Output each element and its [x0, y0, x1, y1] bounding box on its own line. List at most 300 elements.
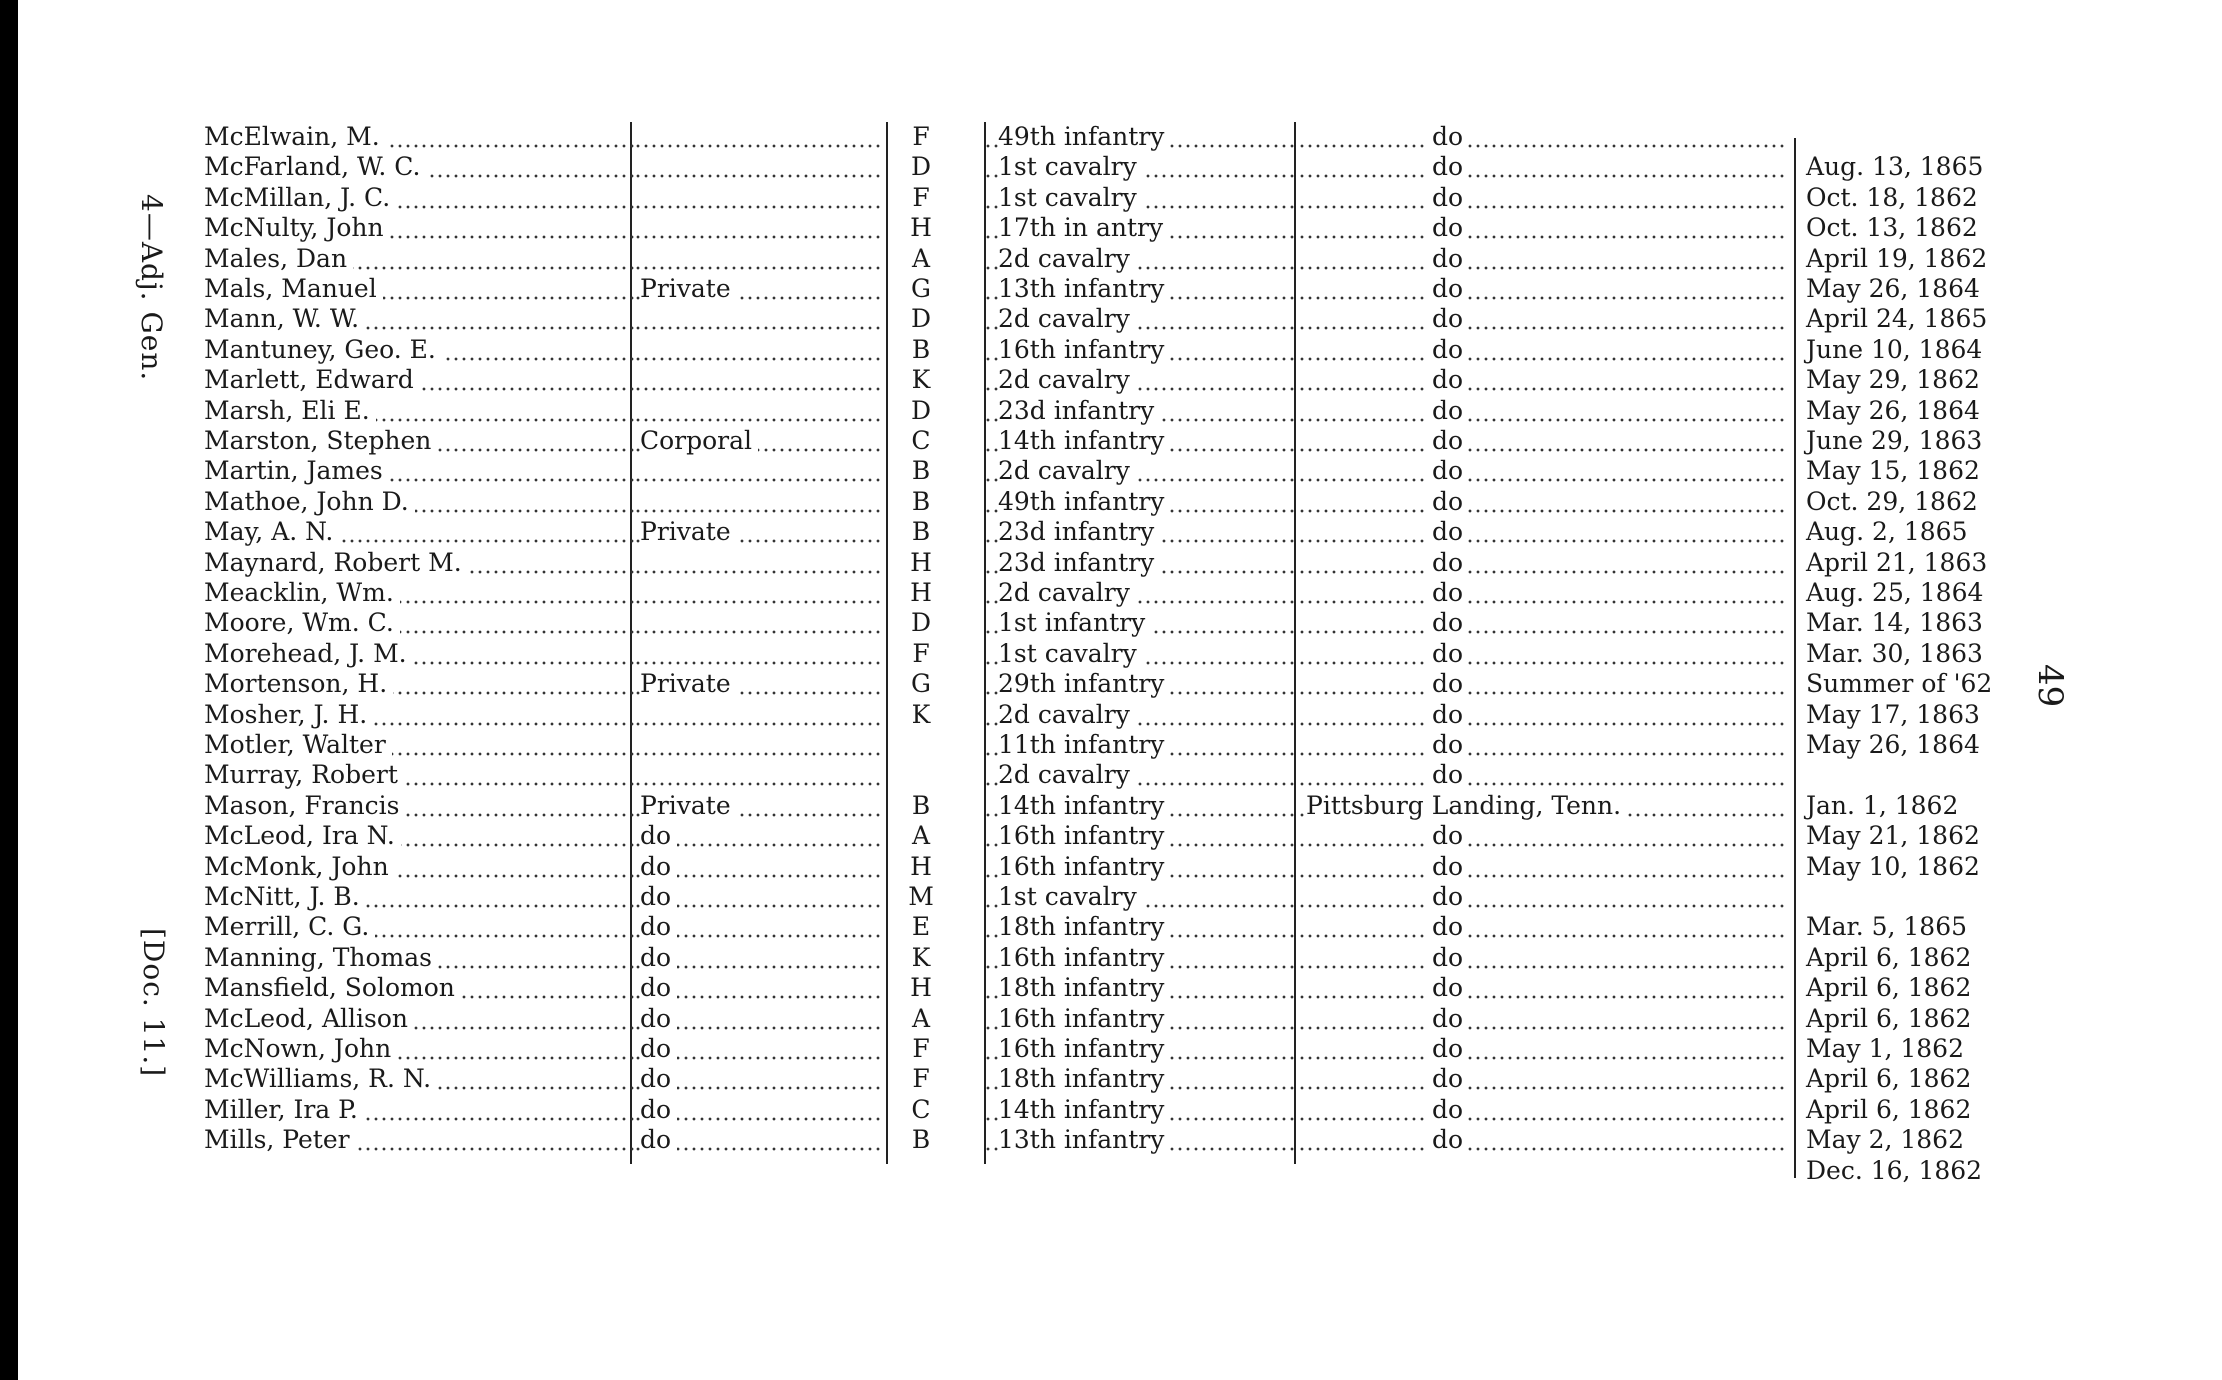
place-cell	[1298, 426, 1788, 456]
place-cell	[1298, 274, 1788, 304]
rank-cell	[634, 1156, 884, 1186]
soldier-name-cell	[204, 274, 634, 304]
company-cell-text: G	[911, 669, 937, 699]
soldier-name-cell	[204, 791, 634, 821]
soldier-name-cell	[204, 548, 634, 578]
company-cell-text: B	[912, 791, 936, 821]
place-cell-text: do	[1428, 244, 1467, 274]
date-cell	[1796, 578, 1996, 608]
regiment-cell-text: 1st cavalry	[998, 882, 1143, 912]
regiment-cell-text: 1st cavalry	[998, 639, 1143, 669]
rank-cell	[634, 548, 884, 578]
table-row	[18, 852, 2222, 882]
date-cell	[1796, 335, 1996, 365]
soldier-name-cell	[204, 426, 634, 456]
soldier-name-cell	[204, 152, 634, 182]
company-cell-text: D	[911, 304, 937, 334]
place-cell	[1298, 152, 1788, 182]
soldier-name-cell-text: Manning, Thomas	[204, 943, 438, 973]
soldier-name-cell-text: McLeod, Ira N.	[204, 821, 401, 851]
company-cell-text: C	[911, 1095, 936, 1125]
company-cell-text: D	[911, 608, 937, 638]
rank-cell	[634, 1064, 884, 1094]
date-cell-text: May 29, 1862	[1806, 365, 1986, 395]
soldier-name-cell-text: McFarland, W. C.	[204, 152, 426, 182]
regiment-cell	[984, 396, 1294, 426]
company-cell	[894, 1125, 954, 1155]
date-cell-text: May 26, 1864	[1806, 730, 1986, 760]
place-cell	[1298, 487, 1788, 517]
date-cell	[1796, 1064, 1996, 1094]
table-row	[18, 730, 2222, 760]
company-cell-text: A	[912, 244, 936, 274]
table-row	[18, 365, 2222, 395]
rank-cell-text: do	[640, 1034, 677, 1064]
company-cell	[894, 669, 954, 699]
company-cell-text: M	[908, 882, 940, 912]
soldier-name-cell-text: Merrill, C. G.	[204, 912, 375, 942]
place-cell	[1298, 912, 1788, 942]
place-cell	[1298, 1004, 1788, 1034]
table-row	[18, 304, 2222, 334]
regiment-cell-text: 2d cavalry	[998, 244, 1136, 274]
place-cell-text: do	[1428, 456, 1467, 486]
rank-cell	[634, 669, 884, 699]
soldier-name-cell	[204, 1004, 634, 1034]
date-cell	[1796, 365, 1996, 395]
date-cell-text: May 10, 1862	[1806, 852, 1986, 882]
date-cell	[1796, 456, 1996, 486]
date-cell-text: Jan. 1, 1862	[1806, 791, 1964, 821]
rank-cell	[634, 335, 884, 365]
table-row	[18, 122, 2222, 152]
place-cell	[1298, 669, 1788, 699]
place-cell-text: do	[1428, 1095, 1467, 1125]
rank-cell	[634, 426, 884, 456]
regiment-cell	[984, 274, 1294, 304]
date-cell	[1796, 213, 1996, 243]
company-cell-text: H	[910, 852, 938, 882]
date-cell-text: Mar. 30, 1863	[1806, 639, 1989, 669]
place-cell	[1298, 730, 1788, 760]
table-row	[18, 882, 2222, 912]
soldier-name-cell-text: McMillan, J. C.	[204, 183, 396, 213]
rank-cell-text: do	[640, 1095, 677, 1125]
soldier-name-cell	[204, 335, 634, 365]
soldier-name-cell-text: McWilliams, R. N.	[204, 1064, 437, 1094]
place-cell	[1298, 213, 1788, 243]
soldier-name-cell	[204, 730, 634, 760]
rank-cell	[634, 213, 884, 243]
regiment-cell	[984, 1156, 1294, 1186]
rank-cell	[634, 943, 884, 973]
company-cell	[894, 396, 954, 426]
regiment-cell-text: 2d cavalry	[998, 456, 1136, 486]
company-cell-text: H	[910, 213, 938, 243]
company-cell-text: H	[910, 578, 938, 608]
regiment-cell-text: 49th infantry	[998, 487, 1170, 517]
date-cell-text: Summer of '62	[1806, 669, 1996, 699]
company-cell	[894, 791, 954, 821]
table-row	[18, 152, 2222, 182]
table-row	[18, 973, 2222, 1003]
rank-cell	[634, 730, 884, 760]
table-row	[18, 487, 2222, 517]
rank-cell	[634, 1004, 884, 1034]
table-row	[18, 943, 2222, 973]
place-cell-text: do	[1428, 548, 1467, 578]
regiment-cell	[984, 730, 1294, 760]
regiment-cell	[984, 152, 1294, 182]
date-cell-text: April 19, 1862	[1806, 244, 1993, 274]
place-cell-text: do	[1428, 760, 1467, 790]
place-cell-text: Pittsburg Landing, Tenn.	[1306, 791, 1627, 821]
place-cell-text: do	[1428, 639, 1467, 669]
rank-cell	[634, 1125, 884, 1155]
regiment-cell	[984, 882, 1294, 912]
table-row	[18, 426, 2222, 456]
regiment-cell-text: 13th infantry	[998, 1125, 1170, 1155]
regiment-cell-text: 2d cavalry	[998, 578, 1136, 608]
date-cell	[1796, 760, 1996, 790]
date-cell	[1796, 700, 1996, 730]
rank-cell	[634, 821, 884, 851]
regiment-cell-text: 18th infantry	[998, 1064, 1170, 1094]
soldier-name-cell-text: May, A. N.	[204, 517, 339, 547]
place-cell-text: do	[1428, 973, 1467, 1003]
regiment-cell	[984, 487, 1294, 517]
company-cell	[894, 152, 954, 182]
company-cell	[894, 274, 954, 304]
place-cell	[1298, 882, 1788, 912]
table-row	[18, 700, 2222, 730]
regiment-cell	[984, 639, 1294, 669]
place-cell	[1298, 1125, 1788, 1155]
company-cell	[894, 487, 954, 517]
regiment-cell	[984, 183, 1294, 213]
date-cell-text: Dec. 16, 1862	[1806, 1156, 1988, 1186]
regiment-cell	[984, 548, 1294, 578]
regiment-cell	[984, 244, 1294, 274]
regiment-cell-text: 16th infantry	[998, 335, 1170, 365]
date-cell-text: Oct. 29, 1862	[1806, 487, 1984, 517]
soldier-name-cell-text: McMonk, John	[204, 852, 395, 882]
date-cell	[1796, 943, 1996, 973]
place-cell	[1298, 1034, 1788, 1064]
company-cell	[894, 973, 954, 1003]
place-cell	[1298, 943, 1788, 973]
regiment-cell-text: 17th in antry	[998, 213, 1169, 243]
company-cell-text: D	[911, 152, 937, 182]
place-cell	[1298, 122, 1788, 152]
place-cell-text: do	[1428, 274, 1467, 304]
place-cell	[1298, 183, 1788, 213]
soldier-name-cell-text: Motler, Walter	[204, 730, 392, 760]
rank-cell	[634, 183, 884, 213]
table-row	[18, 456, 2222, 486]
rank-cell	[634, 578, 884, 608]
soldier-name-cell	[204, 1095, 634, 1125]
soldier-name-cell	[204, 1156, 634, 1186]
date-cell	[1796, 1034, 1996, 1064]
rank-cell-text: Private	[640, 669, 737, 699]
company-cell	[894, 730, 954, 760]
company-cell-text: A	[912, 1004, 936, 1034]
rank-cell	[634, 274, 884, 304]
soldier-name-cell-text: Marlett, Edward	[204, 365, 420, 395]
date-cell-text: Oct. 13, 1862	[1806, 213, 1984, 243]
date-cell	[1796, 1095, 1996, 1125]
place-cell	[1298, 244, 1788, 274]
regiment-cell-text: 2d cavalry	[998, 760, 1136, 790]
regiment-cell-text: 16th infantry	[998, 1004, 1170, 1034]
company-cell	[894, 1004, 954, 1034]
date-cell	[1796, 730, 1996, 760]
regiment-cell-text: 23d infantry	[998, 396, 1160, 426]
regiment-cell	[984, 1095, 1294, 1125]
soldier-name-cell	[204, 1064, 634, 1094]
place-cell-text: do	[1428, 882, 1467, 912]
rank-cell	[634, 1034, 884, 1064]
place-cell	[1298, 639, 1788, 669]
rank-cell-text: Private	[640, 274, 737, 304]
table-row	[18, 1156, 2222, 1186]
regiment-cell	[984, 578, 1294, 608]
table-row	[18, 669, 2222, 699]
company-cell-text: B	[912, 335, 936, 365]
date-cell-text: May 2, 1862	[1806, 1125, 1970, 1155]
regiment-cell	[984, 456, 1294, 486]
regiment-cell-text: 49th infantry	[998, 122, 1170, 152]
company-cell	[894, 1156, 954, 1186]
company-cell	[894, 882, 954, 912]
place-cell	[1298, 548, 1788, 578]
place-cell-text: do	[1428, 821, 1467, 851]
place-cell-text: do	[1428, 1125, 1467, 1155]
regiment-cell	[984, 1034, 1294, 1064]
date-cell-text: May 26, 1864	[1806, 396, 1986, 426]
regiment-cell	[984, 973, 1294, 1003]
table-row	[18, 335, 2222, 365]
soldier-name-cell-text: Marsh, Eli E.	[204, 396, 376, 426]
company-cell-text: F	[912, 183, 935, 213]
soldier-name-cell	[204, 183, 634, 213]
company-cell-text: H	[910, 548, 938, 578]
rank-cell	[634, 365, 884, 395]
soldier-name-cell	[204, 760, 634, 790]
place-cell	[1298, 760, 1788, 790]
place-cell-text: do	[1428, 365, 1467, 395]
regiment-cell	[984, 517, 1294, 547]
regiment-cell-text: 18th infantry	[998, 912, 1170, 942]
company-cell-text: C	[911, 426, 936, 456]
date-cell-text: June 29, 1863	[1806, 426, 1988, 456]
soldier-name-cell-text: Mosher, J. H.	[204, 700, 373, 730]
table-row	[18, 1064, 2222, 1094]
date-cell	[1796, 821, 1996, 851]
company-cell-text: E	[912, 912, 936, 942]
rank-cell-text: Private	[640, 517, 737, 547]
regiment-cell-text: 11th infantry	[998, 730, 1170, 760]
rank-cell-text: do	[640, 1004, 677, 1034]
rank-cell-text: do	[640, 1125, 677, 1155]
date-cell	[1796, 973, 1996, 1003]
table-row	[18, 578, 2222, 608]
place-cell	[1298, 578, 1788, 608]
place-cell-text: do	[1428, 335, 1467, 365]
company-cell	[894, 213, 954, 243]
rank-cell	[634, 791, 884, 821]
soldier-name-cell	[204, 517, 634, 547]
soldier-name-cell	[204, 821, 634, 851]
date-cell-text: Aug. 2, 1865	[1806, 517, 1973, 547]
table-row	[18, 821, 2222, 851]
rank-cell	[634, 122, 884, 152]
place-cell	[1298, 821, 1788, 851]
company-cell-text: G	[911, 274, 937, 304]
regiment-cell	[984, 791, 1294, 821]
soldier-name-cell	[204, 122, 634, 152]
place-cell	[1298, 973, 1788, 1003]
soldier-name-cell	[204, 244, 634, 274]
company-cell	[894, 517, 954, 547]
soldier-name-cell	[204, 1125, 634, 1155]
place-cell	[1298, 335, 1788, 365]
rank-cell-text: do	[640, 821, 677, 851]
company-cell	[894, 943, 954, 973]
place-cell-text: do	[1428, 426, 1467, 456]
soldier-name-cell-text: Mortenson, H.	[204, 669, 393, 699]
place-cell	[1298, 304, 1788, 334]
company-cell-text: K	[912, 365, 937, 395]
rank-cell-text: do	[640, 882, 677, 912]
regiment-cell	[984, 122, 1294, 152]
regiment-cell	[984, 426, 1294, 456]
rank-cell	[634, 639, 884, 669]
place-cell-text: do	[1428, 943, 1467, 973]
date-cell	[1796, 244, 1996, 274]
rank-cell-text: do	[640, 912, 677, 942]
rank-cell	[634, 304, 884, 334]
rank-cell-text: do	[640, 852, 677, 882]
soldier-name-cell	[204, 882, 634, 912]
regiment-cell	[984, 304, 1294, 334]
rank-cell	[634, 912, 884, 942]
date-cell	[1796, 1004, 1996, 1034]
rank-cell	[634, 396, 884, 426]
place-cell-text: do	[1428, 852, 1467, 882]
soldier-name-cell-text: Mathoe, John D.	[204, 487, 415, 517]
date-cell-text: Oct. 18, 1862	[1806, 183, 1984, 213]
regiment-cell-text: 16th infantry	[998, 852, 1170, 882]
place-cell	[1298, 517, 1788, 547]
company-cell	[894, 852, 954, 882]
table-row	[18, 396, 2222, 426]
place-cell-text: do	[1428, 487, 1467, 517]
rank-cell-text: Private	[640, 791, 737, 821]
soldier-name-cell-text: McNown, John	[204, 1034, 397, 1064]
date-cell	[1796, 274, 1996, 304]
table-row	[18, 1125, 2222, 1155]
company-cell	[894, 304, 954, 334]
table-row	[18, 1034, 2222, 1064]
company-cell	[894, 760, 954, 790]
soldier-name-cell-text: Mason, Francis	[204, 791, 406, 821]
regiment-cell	[984, 1004, 1294, 1034]
date-cell	[1796, 548, 1996, 578]
table-row	[18, 517, 2222, 547]
regiment-cell	[984, 1125, 1294, 1155]
table-row	[18, 608, 2222, 638]
soldier-name-cell	[204, 365, 634, 395]
rank-cell	[634, 882, 884, 912]
date-cell	[1796, 396, 1996, 426]
rank-cell-text: Corporal	[640, 426, 758, 456]
soldier-name-cell	[204, 912, 634, 942]
soldier-name-cell	[204, 487, 634, 517]
place-cell-text: do	[1428, 183, 1467, 213]
date-cell-text: Mar. 5, 1865	[1806, 912, 1973, 942]
soldier-name-cell-text: Mantuney, Geo. E.	[204, 335, 442, 365]
place-cell	[1298, 396, 1788, 426]
rank-cell	[634, 456, 884, 486]
company-cell	[894, 426, 954, 456]
date-cell-text: May 15, 1862	[1806, 456, 1986, 486]
place-cell	[1298, 700, 1788, 730]
date-cell-text: April 6, 1862	[1806, 1095, 1977, 1125]
date-cell-text: Aug. 25, 1864	[1806, 578, 1989, 608]
place-cell	[1298, 1156, 1788, 1186]
regiment-cell	[984, 213, 1294, 243]
date-cell	[1796, 791, 1996, 821]
company-cell-text: H	[910, 973, 938, 1003]
soldier-name-cell	[204, 973, 634, 1003]
regiment-cell	[984, 760, 1294, 790]
regiment-cell	[984, 608, 1294, 638]
table-row	[18, 639, 2222, 669]
date-cell	[1796, 122, 1996, 152]
place-cell-text: do	[1428, 304, 1467, 334]
company-cell-text: F	[912, 1034, 935, 1064]
date-cell	[1796, 426, 1996, 456]
soldier-name-cell	[204, 304, 634, 334]
place-cell	[1298, 608, 1788, 638]
place-cell-text: do	[1428, 122, 1467, 152]
regiment-cell-text: 16th infantry	[998, 1034, 1170, 1064]
date-cell	[1796, 183, 1996, 213]
soldier-name-cell	[204, 608, 634, 638]
date-cell-text: June 10, 1864	[1806, 335, 1988, 365]
place-cell	[1298, 456, 1788, 486]
regiment-cell-text: 1st cavalry	[998, 183, 1143, 213]
place-cell-text: do	[1428, 1064, 1467, 1094]
date-cell-text: May 1, 1862	[1806, 1034, 1970, 1064]
place-cell-text: do	[1428, 608, 1467, 638]
table-row	[18, 1095, 2222, 1125]
regiment-cell-text: 18th infantry	[998, 973, 1170, 1003]
soldier-name-cell	[204, 669, 634, 699]
soldier-name-cell-text: Miller, Ira P.	[204, 1095, 364, 1125]
rank-cell	[634, 760, 884, 790]
company-cell-text: B	[912, 1125, 936, 1155]
place-cell-text: do	[1428, 730, 1467, 760]
company-cell-text: B	[912, 517, 936, 547]
soldier-name-cell	[204, 943, 634, 973]
soldier-name-cell-text: Meacklin, Wm.	[204, 578, 400, 608]
company-cell	[894, 183, 954, 213]
soldier-name-cell	[204, 213, 634, 243]
company-cell-text: B	[912, 456, 936, 486]
